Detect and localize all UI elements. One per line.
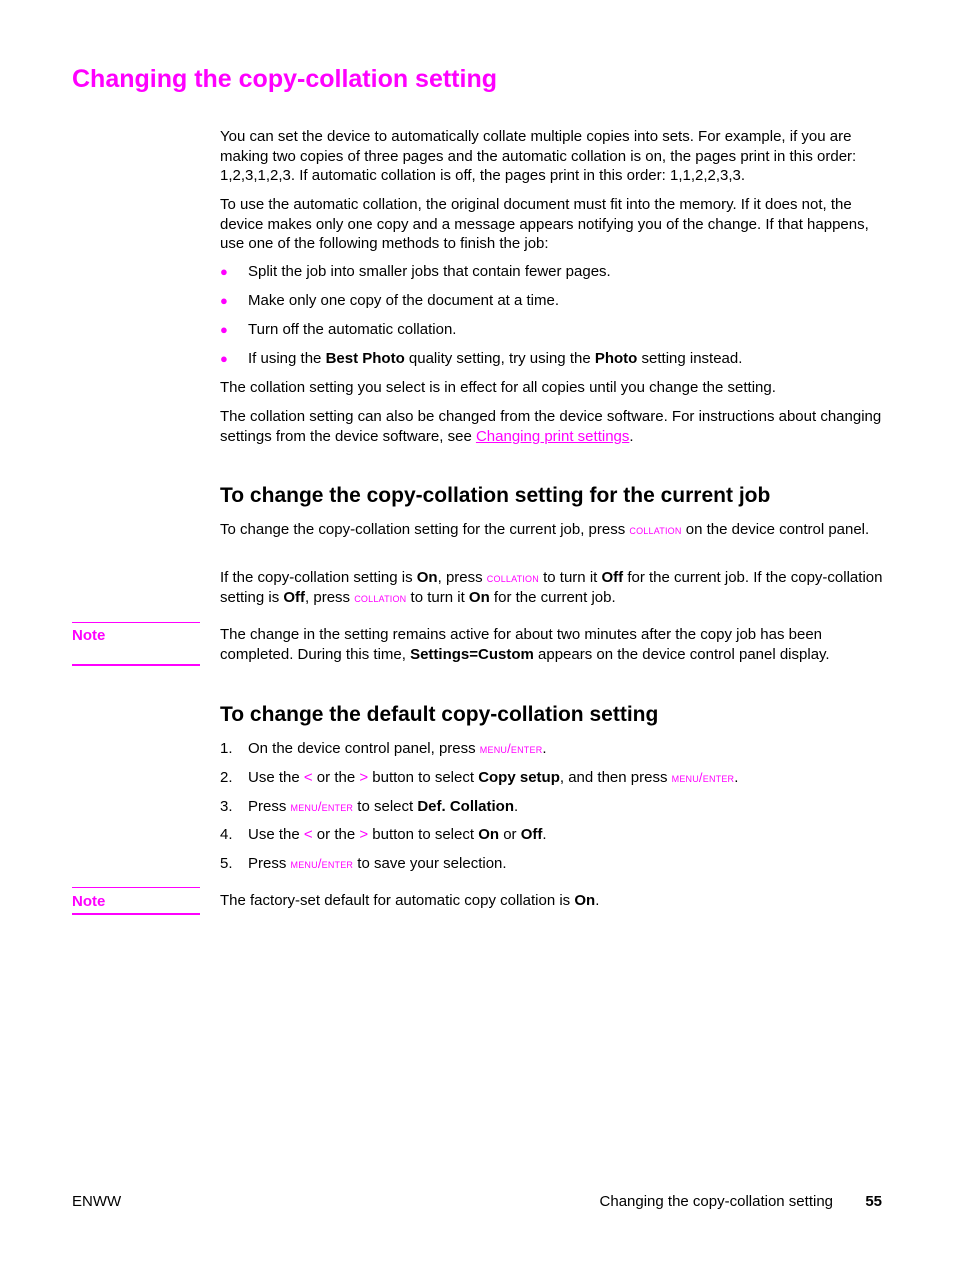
menu-enter-key-label: menu/enter: [671, 770, 735, 785]
step-text: [248, 739, 547, 759]
best-photo-term: Best Photo: [325, 350, 405, 367]
text-segment: or: [499, 826, 521, 843]
text-segment: If using the: [248, 350, 326, 367]
collation-key-label: collation: [354, 589, 407, 605]
text-segment: The collation setting can also be changed from the device software. For instructions about changing settings from the device software, see: [220, 408, 882, 445]
text-segment: for the current job.: [489, 588, 616, 606]
text-segment: , and then press: [559, 769, 672, 786]
text-segment: , press: [437, 569, 487, 586]
intro-paragraph-1: You can set the device to automatically collate multiple copies into sets. For example, if you are making two copies of three pages and the automatic collation is on, the pages print in this order: 1,2,3,1,2,3. If automatic collation is off, the pages print in this order: 1,1,2,2,3,3.: [220, 128, 857, 184]
off-term: Off: [601, 569, 624, 586]
bullet-icon: ●: [220, 293, 228, 308]
photo-term: Photo: [594, 350, 638, 367]
step-number: 3.: [220, 798, 233, 815]
step-number: 2.: [220, 769, 233, 786]
page-title: Changing the copy-collation setting: [72, 65, 497, 93]
text-segment: To change the copy-collation setting for the current job, press: [220, 521, 630, 538]
on-term: On: [478, 826, 500, 843]
collation-key-label: collation: [486, 570, 539, 585]
page-number: 55: [865, 1193, 882, 1210]
intro-paragraph-2: To use the automatic collation, the original document must fit into the memory. If it does not, the device makes only one copy and a message appears notifying you of the change. If that happens, use one of the following methods to finish the job:: [220, 196, 869, 252]
text-segment: or the: [312, 769, 360, 786]
copy-setup-term: Copy setup: [478, 769, 560, 786]
text-segment: The change in the setting remains active for about two minutes after the copy job has been completed. During this time,: [220, 626, 823, 663]
text-segment: Press: [248, 798, 291, 815]
intro-paragraph-4: [220, 407, 890, 446]
step-text: [248, 768, 738, 788]
text-segment: On the device control panel, press: [248, 740, 480, 757]
section-heading-current-job: To change the copy-collation setting for the current job: [220, 484, 771, 507]
text-segment: .: [542, 740, 547, 757]
footer-section-title: Changing the copy-collation setting: [599, 1193, 833, 1210]
menu-enter-key-label: menu/enter: [290, 799, 354, 814]
on-term: On: [416, 569, 438, 586]
step-text: [248, 825, 547, 845]
text-segment: quality setting, try using the: [404, 350, 595, 367]
step-number: 1.: [220, 740, 233, 757]
text-segment: If the copy-collation setting is: [220, 569, 417, 586]
settings-custom-term: Settings=Custom: [410, 645, 534, 663]
text-segment: to turn it: [406, 588, 469, 606]
note-text: [220, 891, 890, 911]
list-item-text: Split the job into smaller jobs that contain fewer pages.: [248, 263, 611, 280]
text-segment: to turn it: [538, 569, 602, 586]
note-label: [72, 887, 200, 915]
text-segment: for the current job. If the copy-collation setting is: [220, 569, 883, 606]
text-segment: , press: [305, 588, 355, 606]
on-term: On: [574, 892, 596, 909]
text-segment: or the: [312, 826, 360, 843]
bullet-icon: ●: [220, 264, 228, 279]
text-segment: button to select: [368, 826, 479, 843]
text-segment: appears on the device control panel display.: [533, 645, 830, 663]
text-segment: The factory-set default for automatic copy collation is: [220, 892, 575, 909]
current-job-paragraph-1: [220, 520, 890, 540]
step-text: [248, 797, 518, 817]
right-arrow-key-label: >: [359, 769, 369, 786]
list-item-text: Make only one copy of the document at a time.: [248, 292, 560, 309]
changing-print-settings-link[interactable]: Changing print settings: [475, 427, 630, 445]
menu-enter-key-label: menu/enter: [479, 741, 543, 756]
text-segment: .: [542, 826, 547, 843]
footer-left: ENWW: [72, 1193, 122, 1210]
note-text: [220, 625, 890, 664]
step-text: [248, 854, 507, 874]
current-job-paragraph-2: [220, 568, 890, 607]
step-number: 4.: [220, 826, 233, 843]
menu-enter-key-label: menu/enter: [290, 856, 354, 871]
section-heading-default: To change the default copy-collation setting: [220, 703, 659, 726]
text-segment: on the device control panel.: [681, 521, 870, 538]
off-term: Off: [520, 826, 543, 843]
list-item-text: Turn off the automatic collation.: [248, 321, 457, 338]
text-segment: to save your selection.: [353, 855, 507, 872]
bullet-icon: ●: [220, 351, 228, 366]
def-collation-term: Def. Collation: [417, 798, 515, 815]
left-arrow-key-label: <: [303, 769, 313, 786]
text-segment: Press: [248, 855, 291, 872]
text-segment: Use the: [248, 769, 304, 786]
text-segment: setting instead.: [637, 350, 743, 367]
note-label: [72, 622, 200, 666]
right-arrow-key-label: >: [359, 826, 369, 843]
note-label-text: Note: [72, 627, 106, 644]
text-segment: .: [595, 892, 600, 909]
step-number: 5.: [220, 855, 233, 872]
bullet-icon: ●: [220, 322, 228, 337]
list-item-text: [248, 349, 742, 369]
off-term: Off: [283, 588, 306, 606]
text-segment: .: [734, 769, 739, 786]
text-segment: .: [629, 427, 634, 445]
collation-key-label: collation: [629, 522, 682, 537]
text-segment: to select: [353, 798, 418, 815]
text-segment: Use the: [248, 826, 304, 843]
note-label-text: Note: [72, 893, 106, 910]
on-term: On: [468, 588, 490, 606]
text-segment: .: [514, 798, 519, 815]
left-arrow-key-label: <: [303, 826, 313, 843]
text-segment: button to select: [368, 769, 479, 786]
intro-paragraph-3: The collation setting you select is in effect for all copies until you change the setting.: [220, 379, 776, 396]
